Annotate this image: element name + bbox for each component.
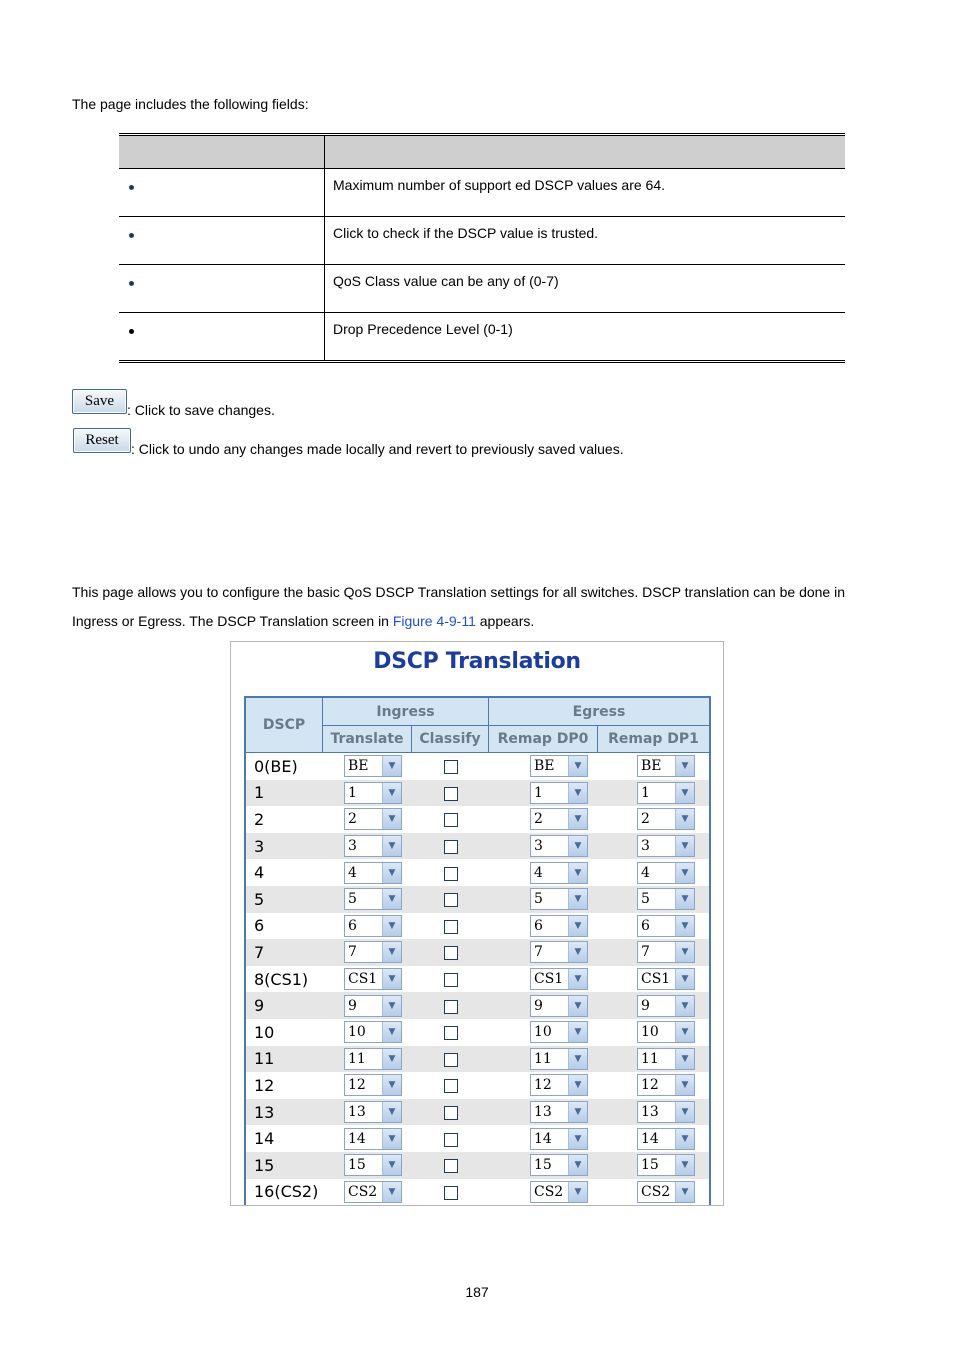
dscp-value: 1 bbox=[246, 780, 323, 807]
table-row bbox=[246, 992, 709, 1019]
table-row bbox=[246, 806, 709, 833]
bullet-icon bbox=[129, 233, 134, 238]
translate-select[interactable]: BE ▼ bbox=[344, 755, 402, 777]
bullet-icon bbox=[129, 329, 134, 334]
table-row bbox=[246, 966, 709, 993]
remap-dp1-select[interactable]: CS2 ▼ bbox=[637, 1181, 695, 1203]
chevron-down-icon: ▼ bbox=[675, 836, 694, 856]
chevron-down-icon: ▼ bbox=[382, 969, 401, 989]
translate-select[interactable]: 5 ▼ bbox=[344, 888, 402, 910]
remap-dp0-select[interactable]: 7 ▼ bbox=[530, 941, 588, 963]
page-number: 187 bbox=[465, 1284, 489, 1300]
table-row bbox=[119, 313, 845, 362]
chevron-down-icon: ▼ bbox=[382, 916, 401, 936]
remap-dp1-select[interactable]: 13 ▼ bbox=[637, 1101, 695, 1123]
remap-dp1-select[interactable]: 1 ▼ bbox=[637, 782, 695, 804]
translate-select[interactable]: CS1 ▼ bbox=[344, 968, 402, 990]
remap-dp1-select[interactable]: 5 ▼ bbox=[637, 888, 695, 910]
classify-checkbox[interactable] bbox=[444, 760, 458, 774]
chevron-down-icon: ▼ bbox=[568, 783, 587, 803]
classify-checkbox[interactable] bbox=[444, 813, 458, 827]
chevron-down-icon: ▼ bbox=[675, 1155, 694, 1175]
remap-dp1-select[interactable]: 2 ▼ bbox=[637, 808, 695, 830]
remap-dp1-select[interactable]: 11 ▼ bbox=[637, 1048, 695, 1070]
classify-checkbox[interactable] bbox=[444, 920, 458, 934]
classify-checkbox[interactable] bbox=[444, 1106, 458, 1120]
chevron-down-icon: ▼ bbox=[568, 1022, 587, 1042]
header-classify: Classify bbox=[412, 726, 489, 753]
dscp-value: 5 bbox=[246, 886, 323, 913]
header-object bbox=[119, 135, 325, 169]
chevron-down-icon: ▼ bbox=[675, 863, 694, 883]
remap-dp1-select[interactable]: 4 ▼ bbox=[637, 862, 695, 884]
remap-dp1-select[interactable]: 10 ▼ bbox=[637, 1021, 695, 1043]
header-description bbox=[325, 135, 846, 169]
chevron-down-icon: ▼ bbox=[382, 1102, 401, 1122]
translate-select[interactable]: 13 ▼ bbox=[344, 1101, 402, 1123]
bullet-icon bbox=[129, 185, 134, 190]
chevron-down-icon: ▼ bbox=[382, 1129, 401, 1149]
chevron-down-icon: ▼ bbox=[675, 1182, 694, 1202]
classify-checkbox[interactable] bbox=[444, 973, 458, 987]
remap-dp0-select[interactable]: BE ▼ bbox=[530, 755, 588, 777]
remap-dp0-select[interactable]: 12 ▼ bbox=[530, 1074, 588, 1096]
translate-select[interactable]: 9 ▼ bbox=[344, 995, 402, 1017]
remap-dp1-select[interactable]: BE ▼ bbox=[637, 755, 695, 777]
chevron-down-icon: ▼ bbox=[675, 783, 694, 803]
table-row bbox=[246, 1019, 709, 1046]
dscp-value: 12 bbox=[254, 1075, 275, 1095]
dscp-value: 9 bbox=[246, 992, 323, 1019]
chevron-down-icon: ▼ bbox=[568, 1049, 587, 1069]
dscp-value: 10 bbox=[254, 1022, 275, 1042]
remap-dp0-select[interactable]: 9 ▼ bbox=[530, 995, 588, 1017]
reset-description: : Click to undo any changes made locally and revert to previously saved values. bbox=[131, 441, 624, 457]
reset-button[interactable]: Reset bbox=[73, 428, 131, 453]
chevron-down-icon: ▼ bbox=[568, 1129, 587, 1149]
field-description: QoS Class value can be any of (0-7) bbox=[325, 265, 846, 313]
classify-checkbox[interactable] bbox=[444, 1026, 458, 1040]
translate-select[interactable]: 7 ▼ bbox=[344, 941, 402, 963]
header-remap-dp0: Remap DP0 bbox=[489, 726, 598, 753]
chevron-down-icon: ▼ bbox=[675, 1129, 694, 1149]
dscp-value: 11 bbox=[246, 1046, 323, 1073]
remap-dp0-select[interactable]: 14 ▼ bbox=[530, 1128, 588, 1150]
description-paragraph: This page allows you to configure the basic QoS DSCP Translation settings for all switches. DSCP translation can be done in Ingress or Egress. The DSCP Translation screen in Figure 4-9-11 appears. bbox=[72, 584, 846, 629]
classify-checkbox[interactable] bbox=[444, 1079, 458, 1093]
chevron-down-icon: ▼ bbox=[675, 942, 694, 962]
header-ingress: Ingress bbox=[323, 698, 489, 726]
header-remap-dp1: Remap DP1 bbox=[598, 726, 709, 753]
remap-dp0-select[interactable]: 11 ▼ bbox=[530, 1048, 588, 1070]
intro-text: The page includes the following fields: bbox=[72, 96, 309, 112]
classify-checkbox[interactable] bbox=[444, 1133, 458, 1147]
table-row bbox=[246, 1072, 709, 1099]
figure-link[interactable]: Figure 4-9-11 bbox=[392, 613, 476, 629]
header-egress: Egress bbox=[489, 698, 709, 726]
remap-dp0-select[interactable]: 4 ▼ bbox=[530, 862, 588, 884]
chevron-down-icon: ▼ bbox=[675, 1049, 694, 1069]
field-description: Drop Precedence Level (0-1) bbox=[325, 313, 846, 362]
table-row bbox=[246, 1125, 709, 1152]
dscp-value: 3 bbox=[246, 833, 323, 860]
dscp-value: 14 bbox=[254, 1129, 275, 1149]
chevron-down-icon: ▼ bbox=[675, 969, 694, 989]
translate-select[interactable]: 2 ▼ bbox=[344, 808, 402, 830]
fields-table bbox=[119, 133, 845, 363]
translate-select[interactable]: 4 ▼ bbox=[344, 862, 402, 884]
chevron-down-icon: ▼ bbox=[675, 1075, 694, 1095]
chevron-down-icon: ▼ bbox=[568, 889, 587, 909]
chevron-down-icon: ▼ bbox=[568, 1155, 587, 1175]
save-button[interactable]: Save bbox=[72, 389, 127, 414]
dscp-translation-screenshot bbox=[230, 641, 724, 1206]
classify-checkbox[interactable] bbox=[444, 840, 458, 854]
chevron-down-icon: ▼ bbox=[382, 996, 401, 1016]
chevron-down-icon: ▼ bbox=[382, 783, 401, 803]
chevron-down-icon: ▼ bbox=[382, 863, 401, 883]
table-row bbox=[246, 1179, 709, 1206]
classify-checkbox[interactable] bbox=[444, 1053, 458, 1067]
chevron-down-icon: ▼ bbox=[568, 1102, 587, 1122]
bullet-icon bbox=[129, 281, 134, 286]
save-description: : Click to save changes. bbox=[127, 402, 275, 418]
chevron-down-icon: ▼ bbox=[675, 756, 694, 776]
classify-checkbox[interactable] bbox=[444, 1159, 458, 1173]
dscp-value: 8(CS1) bbox=[254, 969, 309, 989]
table-row bbox=[246, 1099, 709, 1126]
remap-dp1-select[interactable]: 12 ▼ bbox=[637, 1074, 695, 1096]
chevron-down-icon: ▼ bbox=[382, 1075, 401, 1095]
remap-dp0-select[interactable]: CS1 ▼ bbox=[530, 968, 588, 990]
table-row bbox=[246, 913, 709, 940]
remap-dp1-select[interactable]: CS1 ▼ bbox=[637, 968, 695, 990]
chevron-down-icon: ▼ bbox=[568, 969, 587, 989]
classify-checkbox[interactable] bbox=[444, 946, 458, 960]
translate-select[interactable]: 12 ▼ bbox=[344, 1074, 402, 1096]
translate-select[interactable]: CS2 ▼ bbox=[344, 1181, 402, 1203]
remap-dp0-select[interactable]: 6 ▼ bbox=[530, 915, 588, 937]
remap-dp1-select[interactable]: 3 ▼ bbox=[637, 835, 695, 857]
figure-title: DSCP Translation bbox=[373, 649, 581, 674]
table-row bbox=[246, 753, 709, 780]
remap-dp1-select[interactable]: 9 ▼ bbox=[637, 995, 695, 1017]
chevron-down-icon: ▼ bbox=[382, 942, 401, 962]
classify-checkbox[interactable] bbox=[444, 893, 458, 907]
remap-dp0-select[interactable]: 15 ▼ bbox=[530, 1154, 588, 1176]
translate-select[interactable]: 10 ▼ bbox=[344, 1021, 402, 1043]
chevron-down-icon: ▼ bbox=[382, 1155, 401, 1175]
chevron-down-icon: ▼ bbox=[382, 809, 401, 829]
header-translate: Translate bbox=[323, 726, 412, 753]
chevron-down-icon: ▼ bbox=[568, 756, 587, 776]
translate-select[interactable]: 3 ▼ bbox=[344, 835, 402, 857]
classify-checkbox[interactable] bbox=[444, 787, 458, 801]
chevron-down-icon: ▼ bbox=[568, 809, 587, 829]
chevron-down-icon: ▼ bbox=[382, 1049, 401, 1069]
dscp-value: 15 bbox=[246, 1152, 323, 1179]
dscp-value: 0(BE) bbox=[254, 756, 298, 776]
chevron-down-icon: ▼ bbox=[675, 1102, 694, 1122]
remap-dp0-select[interactable]: 10 ▼ bbox=[530, 1021, 588, 1043]
remap-dp0-select[interactable]: 13 ▼ bbox=[530, 1101, 588, 1123]
chevron-down-icon: ▼ bbox=[675, 1022, 694, 1042]
chevron-down-icon: ▼ bbox=[382, 756, 401, 776]
chevron-down-icon: ▼ bbox=[568, 1075, 587, 1095]
chevron-down-icon: ▼ bbox=[568, 996, 587, 1016]
chevron-down-icon: ▼ bbox=[568, 836, 587, 856]
table-row bbox=[119, 169, 845, 217]
remap-dp0-select[interactable]: CS2 ▼ bbox=[530, 1181, 588, 1203]
translate-select[interactable]: 1 ▼ bbox=[344, 782, 402, 804]
dscp-value: 16(CS2) bbox=[254, 1182, 319, 1202]
header-dscp: DSCP bbox=[246, 698, 323, 753]
table-row bbox=[246, 780, 709, 807]
table-row bbox=[246, 939, 709, 966]
table-row bbox=[246, 859, 709, 886]
translate-select[interactable]: 14 ▼ bbox=[344, 1128, 402, 1150]
chevron-down-icon: ▼ bbox=[568, 916, 587, 936]
table-row bbox=[246, 1046, 709, 1073]
field-description: Click to check if the DSCP value is trusted. bbox=[325, 217, 846, 265]
table-row bbox=[119, 265, 845, 313]
dscp-value: 7 bbox=[246, 939, 323, 966]
dscp-value: 4 bbox=[254, 863, 265, 883]
remap-dp0-select[interactable]: 5 ▼ bbox=[530, 888, 588, 910]
remap-dp1-select[interactable]: 14 ▼ bbox=[637, 1128, 695, 1150]
classify-checkbox[interactable] bbox=[444, 1186, 458, 1200]
chevron-down-icon: ▼ bbox=[675, 809, 694, 829]
remap-dp1-select[interactable]: 6 ▼ bbox=[637, 915, 695, 937]
chevron-down-icon: ▼ bbox=[675, 996, 694, 1016]
chevron-down-icon: ▼ bbox=[568, 942, 587, 962]
remap-dp0-select[interactable]: 1 ▼ bbox=[530, 782, 588, 804]
chevron-down-icon: ▼ bbox=[382, 1022, 401, 1042]
remap-dp0-select[interactable]: 3 ▼ bbox=[530, 835, 588, 857]
classify-checkbox[interactable] bbox=[444, 1000, 458, 1014]
fields-table-header bbox=[119, 135, 845, 169]
table-row bbox=[119, 217, 845, 265]
chevron-down-icon: ▼ bbox=[382, 889, 401, 909]
translate-select[interactable]: 15 ▼ bbox=[344, 1154, 402, 1176]
table-row bbox=[246, 833, 709, 860]
translate-select[interactable]: 11 ▼ bbox=[344, 1048, 402, 1070]
classify-checkbox[interactable] bbox=[444, 867, 458, 881]
field-description: Maximum number of support ed DSCP values are 64. bbox=[325, 169, 846, 217]
dscp-value: 2 bbox=[254, 809, 265, 829]
remap-dp0-select[interactable]: 2 ▼ bbox=[530, 808, 588, 830]
table-row bbox=[246, 886, 709, 913]
chevron-down-icon: ▼ bbox=[382, 836, 401, 856]
dscp-value: 13 bbox=[246, 1099, 323, 1126]
chevron-down-icon: ▼ bbox=[675, 916, 694, 936]
dscp-value: 6 bbox=[254, 916, 265, 936]
translate-select[interactable]: 6 ▼ bbox=[344, 915, 402, 937]
table-row bbox=[246, 1152, 709, 1179]
chevron-down-icon: ▼ bbox=[675, 889, 694, 909]
dscp-translation-table bbox=[244, 696, 711, 1205]
remap-dp1-select[interactable]: 7 ▼ bbox=[637, 941, 695, 963]
chevron-down-icon: ▼ bbox=[568, 1182, 587, 1202]
chevron-down-icon: ▼ bbox=[382, 1182, 401, 1202]
remap-dp1-select[interactable]: 15 ▼ bbox=[637, 1154, 695, 1176]
chevron-down-icon: ▼ bbox=[568, 863, 587, 883]
